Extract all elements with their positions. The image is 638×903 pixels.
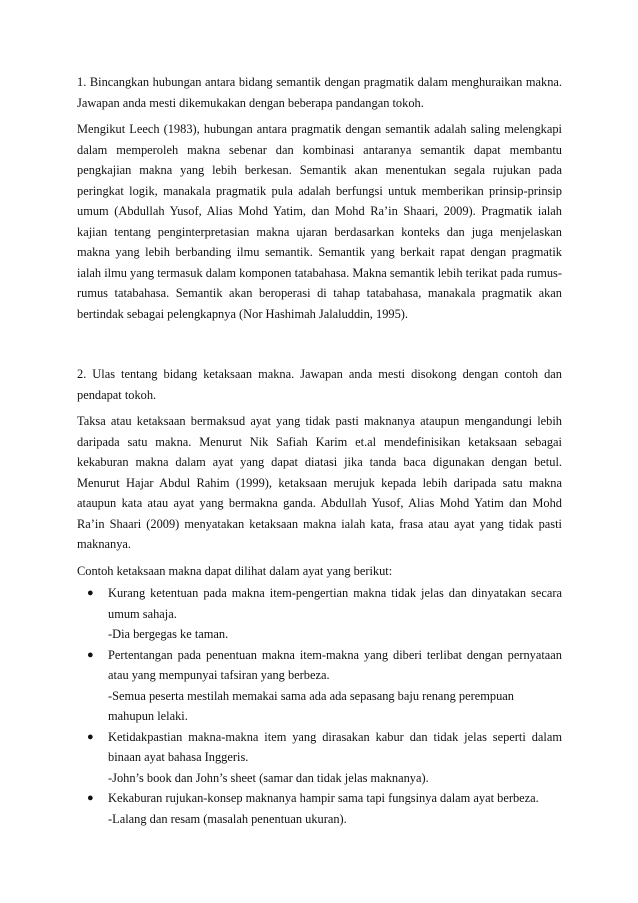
list-item-example: -Semua peserta mestilah memakai sama ada ada sepasang baju renang perempuan mahupun lelaki.	[108, 688, 514, 723]
answer-1-paragraph: Mengikut Leech (1983), hubungan antara pragmatik dengan semantik adalah saling melengkapi dalam memperoleh makna sebenar dan kombinasi antaranya semantik dapat membantu pengkajian makna yang lebih berkesan. Semantik akan menentukan segala rujukan pada peringkat logik, manakala pragmatik pula adalah berfungsi untuk memberikan prinsip-prinsip umum (Abdullah Yusof, Alias Mohd Yatim, dan Mohd Ra’in Shaari, 2009). Pragmatik ialah kajian tentang penginterpretasian makna ujaran berdasarkan konteks dan juga menjelaskan makna yang lebih berbanding ilmu semantik. Semantik yang berkait rapat dengan pragmatik ialah ilmu yang termasuk dalam komponen tatabahasa. Makna semantik lebih terikat pada rumus-rumus tatabahasa. Semantik akan beroperasi di tahap tatabahasa, manakala pragmatik akan bertindak sebagai pelengkapnya (Nor Hashimah Jalaluddin, 1995).	[77, 122, 562, 321]
answer-2-paragraph: Taksa atau ketaksaan bermaksud ayat yang tidak pasti maknanya ataupun mengandungi lebih daripada satu makna. Menurut Nik Safiah Karim et.al mendefinisikan ketaksaan sebagai kekaburan makna dalam ayat yang dapat diatasi jika tanda baca digunakan dengan betul. Menurut Hajar Abdul Rahim (1999), ketaksaan merujuk kepada lebih daripada satu makna ataupun kata atau ayat yang bermakna ganda. Abdullah Yusof, Alias Mohd Yatim dan Mohd Ra’in Shaari (2009) menyatakan ketaksaan makna ialah kata, frasa atau ayat yang tidak pasti maknanya.	[77, 414, 562, 551]
list-item	[77, 645, 562, 727]
list-item-text: Kurang ketentuan pada makna item-pengertian makna tidak jelas dan dinyatakan secara umum sahaja.	[108, 586, 562, 621]
section-spacer	[77, 324, 562, 364]
bullet-icon: ●	[87, 587, 94, 599]
question-1: 1. Bincangkan hubungan antara bidang semantik dengan pragmatik dalam menghuraikan makna. Jawapan anda mesti dikemukakan dengan beberapa pandangan tokoh.	[77, 75, 562, 110]
bullet-icon: ●	[87, 648, 94, 661]
list-intro: Contoh ketaksaan makna dapat dilihat dalam ayat yang berikut:	[77, 563, 393, 578]
question-2: 2. Ulas tentang bidang ketaksaan makna. Jawapan anda mesti disokong dengan contoh dan pendapat tokoh.	[77, 367, 562, 402]
bullet-icon: ●	[87, 792, 94, 804]
list-item-example: -Dia bergegas ke taman.	[108, 627, 229, 641]
list-item-text: Kekaburan rujukan-konsep maknanya hampir sama tapi fungsinya dalam ayat berbeza.	[108, 791, 539, 805]
list-item-example: -John’s book dan John’s sheet (samar dan tidak jelas maknanya).	[108, 770, 429, 785]
list-item	[77, 583, 562, 645]
example-list	[77, 583, 562, 829]
document-page	[77, 72, 562, 829]
list-item	[77, 788, 562, 829]
list-item-example: -Lalang dan resam (masalah penentuan ukuran).	[108, 811, 347, 826]
list-item	[77, 727, 562, 789]
list-item-text: Ketidakpastian makna-makna item yang dirasakan kabur dan tidak jelas seperti dalam binaan ayat bahasa Inggeris.	[108, 729, 562, 764]
list-item-text: Pertentangan pada penentuan makna item-makna yang diberi terlibat dengan pernyataan atau yang mempunyai tafsiran yang berbeza.	[108, 647, 562, 682]
bullet-icon: ●	[87, 730, 94, 743]
